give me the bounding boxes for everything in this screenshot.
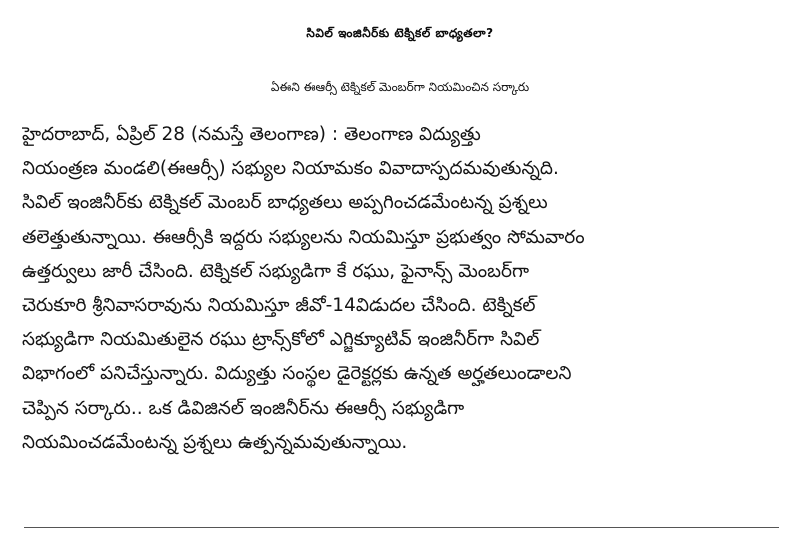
body-line: చెప్పిన సర్కారు.. ఒక డివిజినల్ ఇంజినీర్‌ను ఈఆర్సీ సభ్యుడిగా bbox=[22, 397, 465, 419]
body-line: నియంత్రణ మండలి(ఈఆర్సీ) సభ్యుల నియామకం వివాదాస్పదమవుతున్నది. bbox=[22, 158, 559, 180]
subheadline: ఏఈని ఈఆర్సీ టెక్నికల్ మెంబర్‌గా నియమించిన సర్కారు bbox=[270, 80, 530, 94]
body-line: నియమించడమేంటన్న ప్రశ్నలు ఉత్పన్నమవుతున్నాయి. bbox=[22, 431, 408, 453]
headline: సివిల్ ఇంజినీర్‌కు టెక్నికల్ బాధ్యతలా? bbox=[306, 26, 494, 40]
body-line: ఉత్తర్వులు జారీ చేసింది. టెక్నికల్ సభ్యుడిగా కే రఘు, ఫైనాన్స్ మెంబర్‌గా bbox=[22, 260, 530, 282]
body-line: విభాగంలో పనిచేస్తున్నారు. విద్యుత్తు సంస్థల డైరెక్టర్లకు ఉన్నత అర్హతలుండాలని bbox=[22, 363, 572, 385]
body-line: తలెత్తుతున్నాయి. ఈఆర్సీకి ఇద్దరు సభ్యులను నియమిస్తూ ప్రభుత్వం సోమవారం bbox=[22, 226, 585, 248]
body-line: హైదరాబాద్, ఏప్రిల్ 28 (నమస్తే తెలంగాణ) : తెలంగాణ విద్యుత్తు bbox=[22, 124, 481, 145]
body-line: సివిల్ ఇంజినీర్‌కు టెక్నికల్ మెంబర్ బాధ్యతలు అప్పగించడమేంటన్న ప్రశ్నలు bbox=[22, 192, 548, 214]
body-line: చెరుకూరి శ్రీనివాసరావును నియమిస్తూ జీవో-14విడుదల చేసింది. టెక్నికల్ bbox=[22, 294, 536, 316]
bottom-divider bbox=[24, 527, 779, 528]
article-body bbox=[22, 118, 786, 460]
body-line: సభ్యుడిగా నియమితులైన రఘు ట్రాన్స్‌కోలో ఎగ్జిక్యూటివ్ ఇంజినీర్‌గా సివిల్ bbox=[22, 329, 540, 351]
